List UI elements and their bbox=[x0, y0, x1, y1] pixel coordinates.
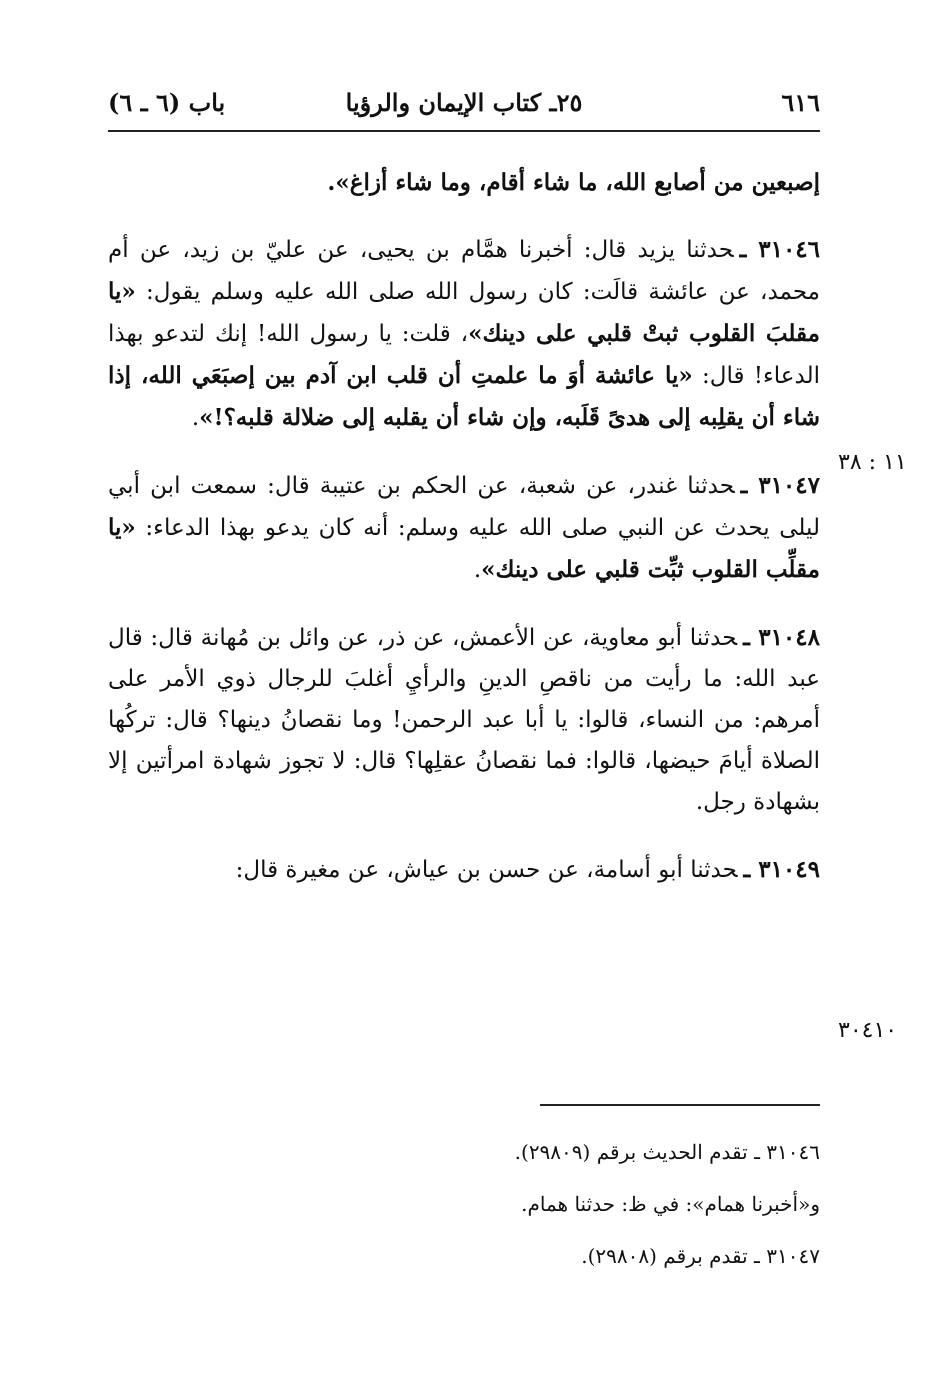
footnote: و«أخبرنا همام»: في ظ: حدثنا همام. bbox=[521, 1192, 820, 1216]
continued-paragraph: إصبعين من أصابع الله، ما شاء أقام، وما شاء أزاغ». bbox=[327, 169, 820, 196]
footnotes bbox=[108, 1126, 820, 1282]
hadith-quote: «يا مقلِّب القلوب ثبِّت قلبي على دينك» bbox=[108, 514, 820, 583]
hadith-number: ٣١٠٤٦ ـ bbox=[739, 236, 821, 263]
page-number: ٦١٦ bbox=[781, 88, 820, 117]
footnote-rule bbox=[540, 1104, 820, 1106]
hadith-text: ، قلت: يا رسول الله! إنك لتدعو بهذا الدعاء! قال: bbox=[108, 321, 820, 389]
hadith-number: ٣١٠٤٧ ـ bbox=[740, 472, 820, 499]
hadith-text: حدثنا أبو معاوية، عن الأعمش، عن ذر، عن وائل بن مُهانة قال: قال عبد الله: ما رأيت من ناقصِ الدينِ والرأيِ أغلبَ للرجال ذوي الأمر على أمرهم: من النساء، قالوا: يا أبا عبد الرحمن! وما نقصانُ دينها؟ قال: تركُها الصلاة أيامَ حيضها، قالوا: فما نقصانُ عقلِها؟ قال: لا تجوز شهادة امرأتين إلا بشهادة رجل. bbox=[108, 625, 820, 815]
hadith-text: حدثنا يزيد قال: أخبرنا همَّام بن يحيى، عن عليّ بن زيد، عن أم محمد، عن عائشة قالَت: كان رسول الله صلى الله عليه وسلم يقول: bbox=[108, 237, 820, 305]
chapter-label: باب (٦ ـ ٦) bbox=[108, 88, 226, 117]
hadith-text: حدثنا أبو أسامة، عن حسن بن عياش، عن مغيرة قال: bbox=[235, 857, 738, 883]
hadith-31047 bbox=[108, 465, 820, 591]
hadith-quote: «يا مقلبَ القلوب ثبتْ قلبي على دينك» bbox=[108, 278, 820, 347]
hadith-number: ٣١٠٤٩ ـ bbox=[743, 856, 820, 883]
book-title: ٢٥ـ كتاب الإيمان والرؤيا bbox=[345, 88, 583, 117]
main-text bbox=[108, 162, 820, 891]
hadith-number: ٣١٠٤٨ ـ bbox=[743, 624, 820, 651]
footnote: ٣١٠٤٦ ـ تقدم الحديث برقم (٢٩٨٠٩). bbox=[514, 1140, 820, 1164]
running-header bbox=[108, 86, 820, 126]
hadith-text: . bbox=[191, 405, 200, 431]
hadith-31046 bbox=[108, 229, 820, 439]
margin-reference: ٣٠٤١٠ bbox=[838, 1018, 898, 1043]
hadith-31049 bbox=[108, 849, 820, 891]
margin-reference: ١١ : ٣٨ bbox=[838, 450, 907, 475]
hadith-text: . bbox=[473, 557, 482, 583]
hadith-31048 bbox=[108, 617, 820, 823]
header-rule bbox=[108, 130, 820, 132]
footnote: ٣١٠٤٧ ـ تقدم برقم (٢٩٨٠٨). bbox=[581, 1244, 820, 1268]
hadith-text: حدثنا غندر، عن شعبة، عن الحكم بن عتيبة قال: سمعت ابن أبي ليلى يحدث عن النبي صلى الله عليه وسلم: أنه كان يدعو بهذا الدعاء: bbox=[108, 473, 820, 541]
hadith-quote: «يا عائشة أوَ ما علمتِ أن قلب ابن آدم بين إصبَعَي الله، إذا شاء أن يقلِبه إلى هدىً قَلَبه، وإن شاء أن يقلبه إلى ضلالة قلبه؟!» bbox=[108, 362, 820, 431]
